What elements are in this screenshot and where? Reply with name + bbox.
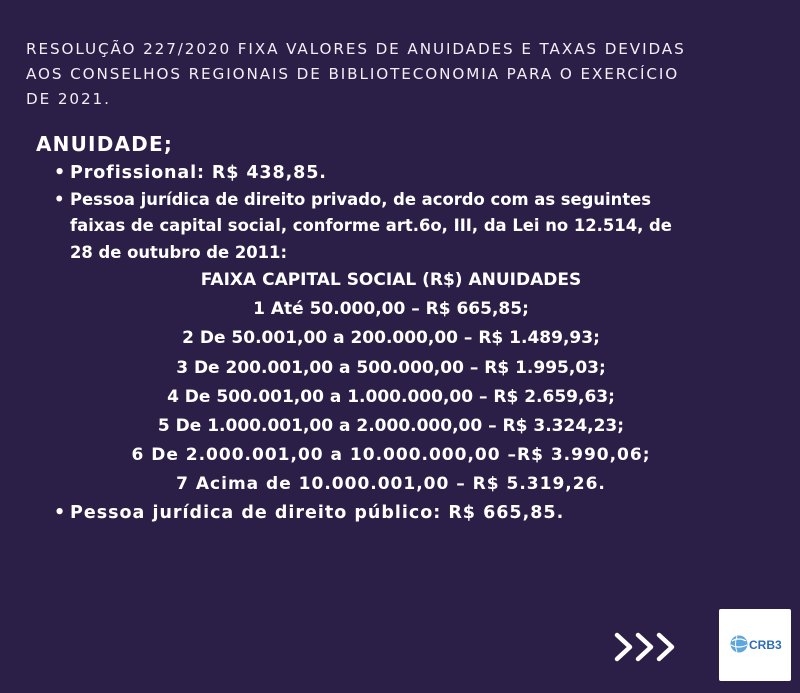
faixas-table [36,266,776,500]
header-line-2: AOS CONSELHOS REGIONAIS DE BIBLIOTECONOMIA PARA O EXERCÍCIO [26,65,680,83]
bullet-icon: • [54,502,67,523]
anuidade-list [36,160,776,266]
announcement-header [26,37,786,112]
profissional-text: Profissional: R$ 438,85. [70,163,327,183]
logo-text: CRB3 [749,638,782,652]
crb3-logo [719,609,791,681]
privado-line-1: Pessoa jurídica de direito privado, de acordo com as seguintes [70,189,652,209]
header-line-3: DE 2021. [26,90,111,108]
faixa-row: 1 Até 50.000,00 – R$ 665,85; [253,299,529,320]
faixa-row: 6 De 2.000.001,00 a 10.000.000,00 –R$ 3.990,06; [131,445,651,466]
list-item-profissional [36,160,776,187]
triple-chevron-right-icon[interactable] [612,627,682,667]
bullet-icon: • [54,189,65,209]
faixa-row: 3 De 200.001,00 a 500.000,00 – R$ 1.995,03; [176,357,606,378]
anuidade-list-continued [36,500,776,527]
privado-line-3: 28 de outubro de 2011: [70,242,288,262]
list-item-pessoa-juridica-privado [36,187,776,267]
faixa-row: 4 De 500.001,00 a 1.000.000,00 – R$ 2.659,63; [167,386,615,407]
publico-text: Pessoa jurídica de direito público: R$ 665,85. [70,502,565,523]
header-line-1: RESOLUÇÃO 227/2020 FIXA VALORES DE ANUIDADES E TAXAS DEVIDAS [26,40,686,58]
faixas-heading: FAIXA CAPITAL SOCIAL (R$) ANUIDADES [200,270,582,290]
faixa-row: 5 De 1.000.001,00 a 2.000.000,00 – R$ 3.324,23; [157,416,625,437]
faixa-row: 7 Acima de 10.000.001,00 – R$ 5.319,26. [176,474,606,495]
section-title: ANUIDADE; [36,132,174,156]
anuidade-section [36,128,776,526]
bullet-icon: • [54,163,67,183]
globe-icon [727,634,751,654]
list-item-pessoa-juridica-publico [36,500,776,527]
faixa-row: 2 De 50.001,00 a 200.000,00 – R$ 1.489,93; [182,328,600,349]
privado-line-2: faixas de capital social, conforme art.6o, III, da Lei no 12.514, de [70,216,672,235]
